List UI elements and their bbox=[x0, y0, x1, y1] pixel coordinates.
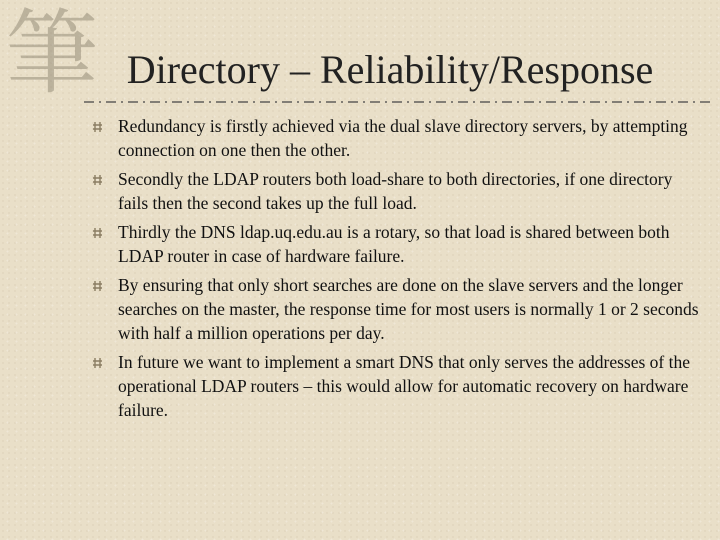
bullet-text: Secondly the LDAP routers both load-share to both directories, if one directory fails then the second takes up the full load. bbox=[118, 169, 673, 213]
hash-bullet-icon bbox=[92, 174, 103, 186]
bullet-item bbox=[90, 220, 700, 268]
bullet-item bbox=[90, 273, 700, 345]
bullet-text: Redundancy is firstly achieved via the dual slave directory servers, by attempting connection on one then the other. bbox=[118, 116, 688, 160]
bullet-list bbox=[90, 114, 700, 427]
hash-bullet-icon bbox=[92, 280, 103, 292]
bullet-text: In future we want to implement a smart DNS that only serves the addresses of the operational LDAP routers – this would allow for automatic recovery on hardware failure. bbox=[118, 352, 691, 420]
corner-glyph-icon: 筆 bbox=[6, 0, 99, 107]
bullet-item bbox=[90, 167, 700, 215]
hash-bullet-icon bbox=[92, 121, 103, 133]
bullet-item bbox=[90, 350, 700, 422]
hash-bullet-icon bbox=[92, 357, 103, 369]
hash-bullet-icon bbox=[92, 227, 103, 239]
bullet-item bbox=[90, 114, 700, 162]
slide-title: Directory – Reliability/Response bbox=[126, 47, 654, 92]
bullet-text: By ensuring that only short searches are done on the slave servers and the longer searches on the master, the response time for most users is normally 1 or 2 seconds with half a million operations per day. bbox=[118, 275, 699, 343]
bullet-text: Thirdly the DNS ldap.uq.edu.au is a rotary, so that load is shared between both LDAP router in case of hardware failure. bbox=[118, 222, 670, 266]
title-divider bbox=[84, 100, 710, 104]
